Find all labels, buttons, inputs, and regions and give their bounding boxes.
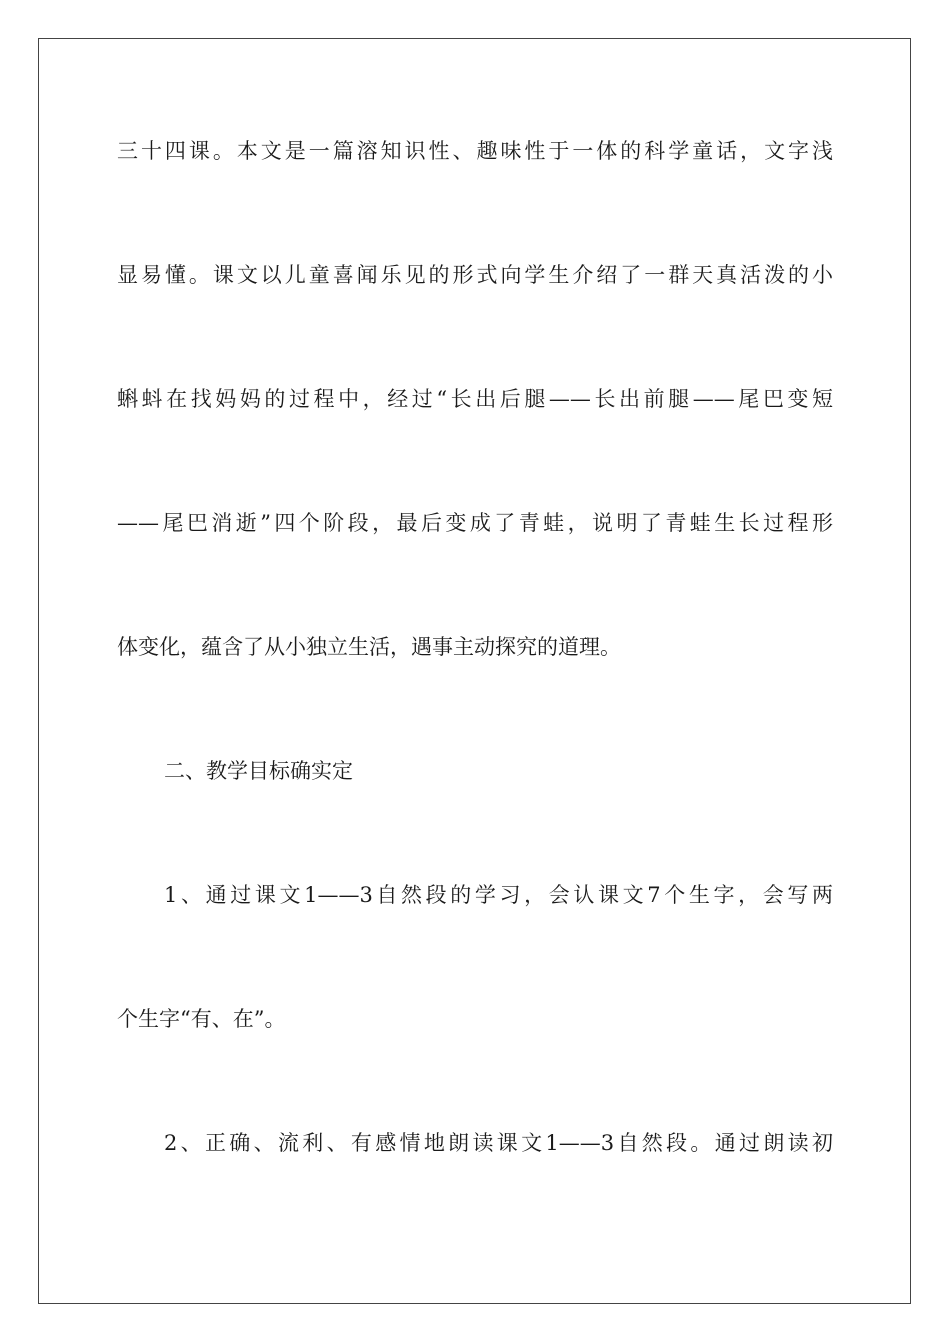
paragraph-line: 蝌蚪在找妈妈的过程中，经过“长出后腿——长出前腿——尾巴变短 xyxy=(117,387,833,411)
paragraph-line: ——尾巴消逝”四个阶段，最后变成了青蛙，说明了青蛙生长过程形 xyxy=(117,511,833,535)
section-heading: 二、教学目标确实定 xyxy=(164,759,353,783)
paragraph-line: 体变化，蕴含了从小独立生活，遇事主动探究的道理。 xyxy=(117,635,621,659)
list-item-line: 2、正确、流利、有感情地朗读课文1——3自然段。通过朗读初 xyxy=(164,1131,833,1155)
paragraph-line: 三十四课。本文是一篇溶知识性、趣味性于一体的科学童话，文字浅 xyxy=(117,139,833,163)
paragraph-line: 显易懂。课文以儿童喜闻乐见的形式向学生介绍了一群天真活泼的小 xyxy=(117,263,833,287)
page-border xyxy=(38,38,911,1304)
list-item-line: 1、通过课文1——3自然段的学习，会认课文7个生字，会写两 xyxy=(164,883,833,907)
list-item-line: 个生字“有、在”。 xyxy=(117,1007,286,1031)
